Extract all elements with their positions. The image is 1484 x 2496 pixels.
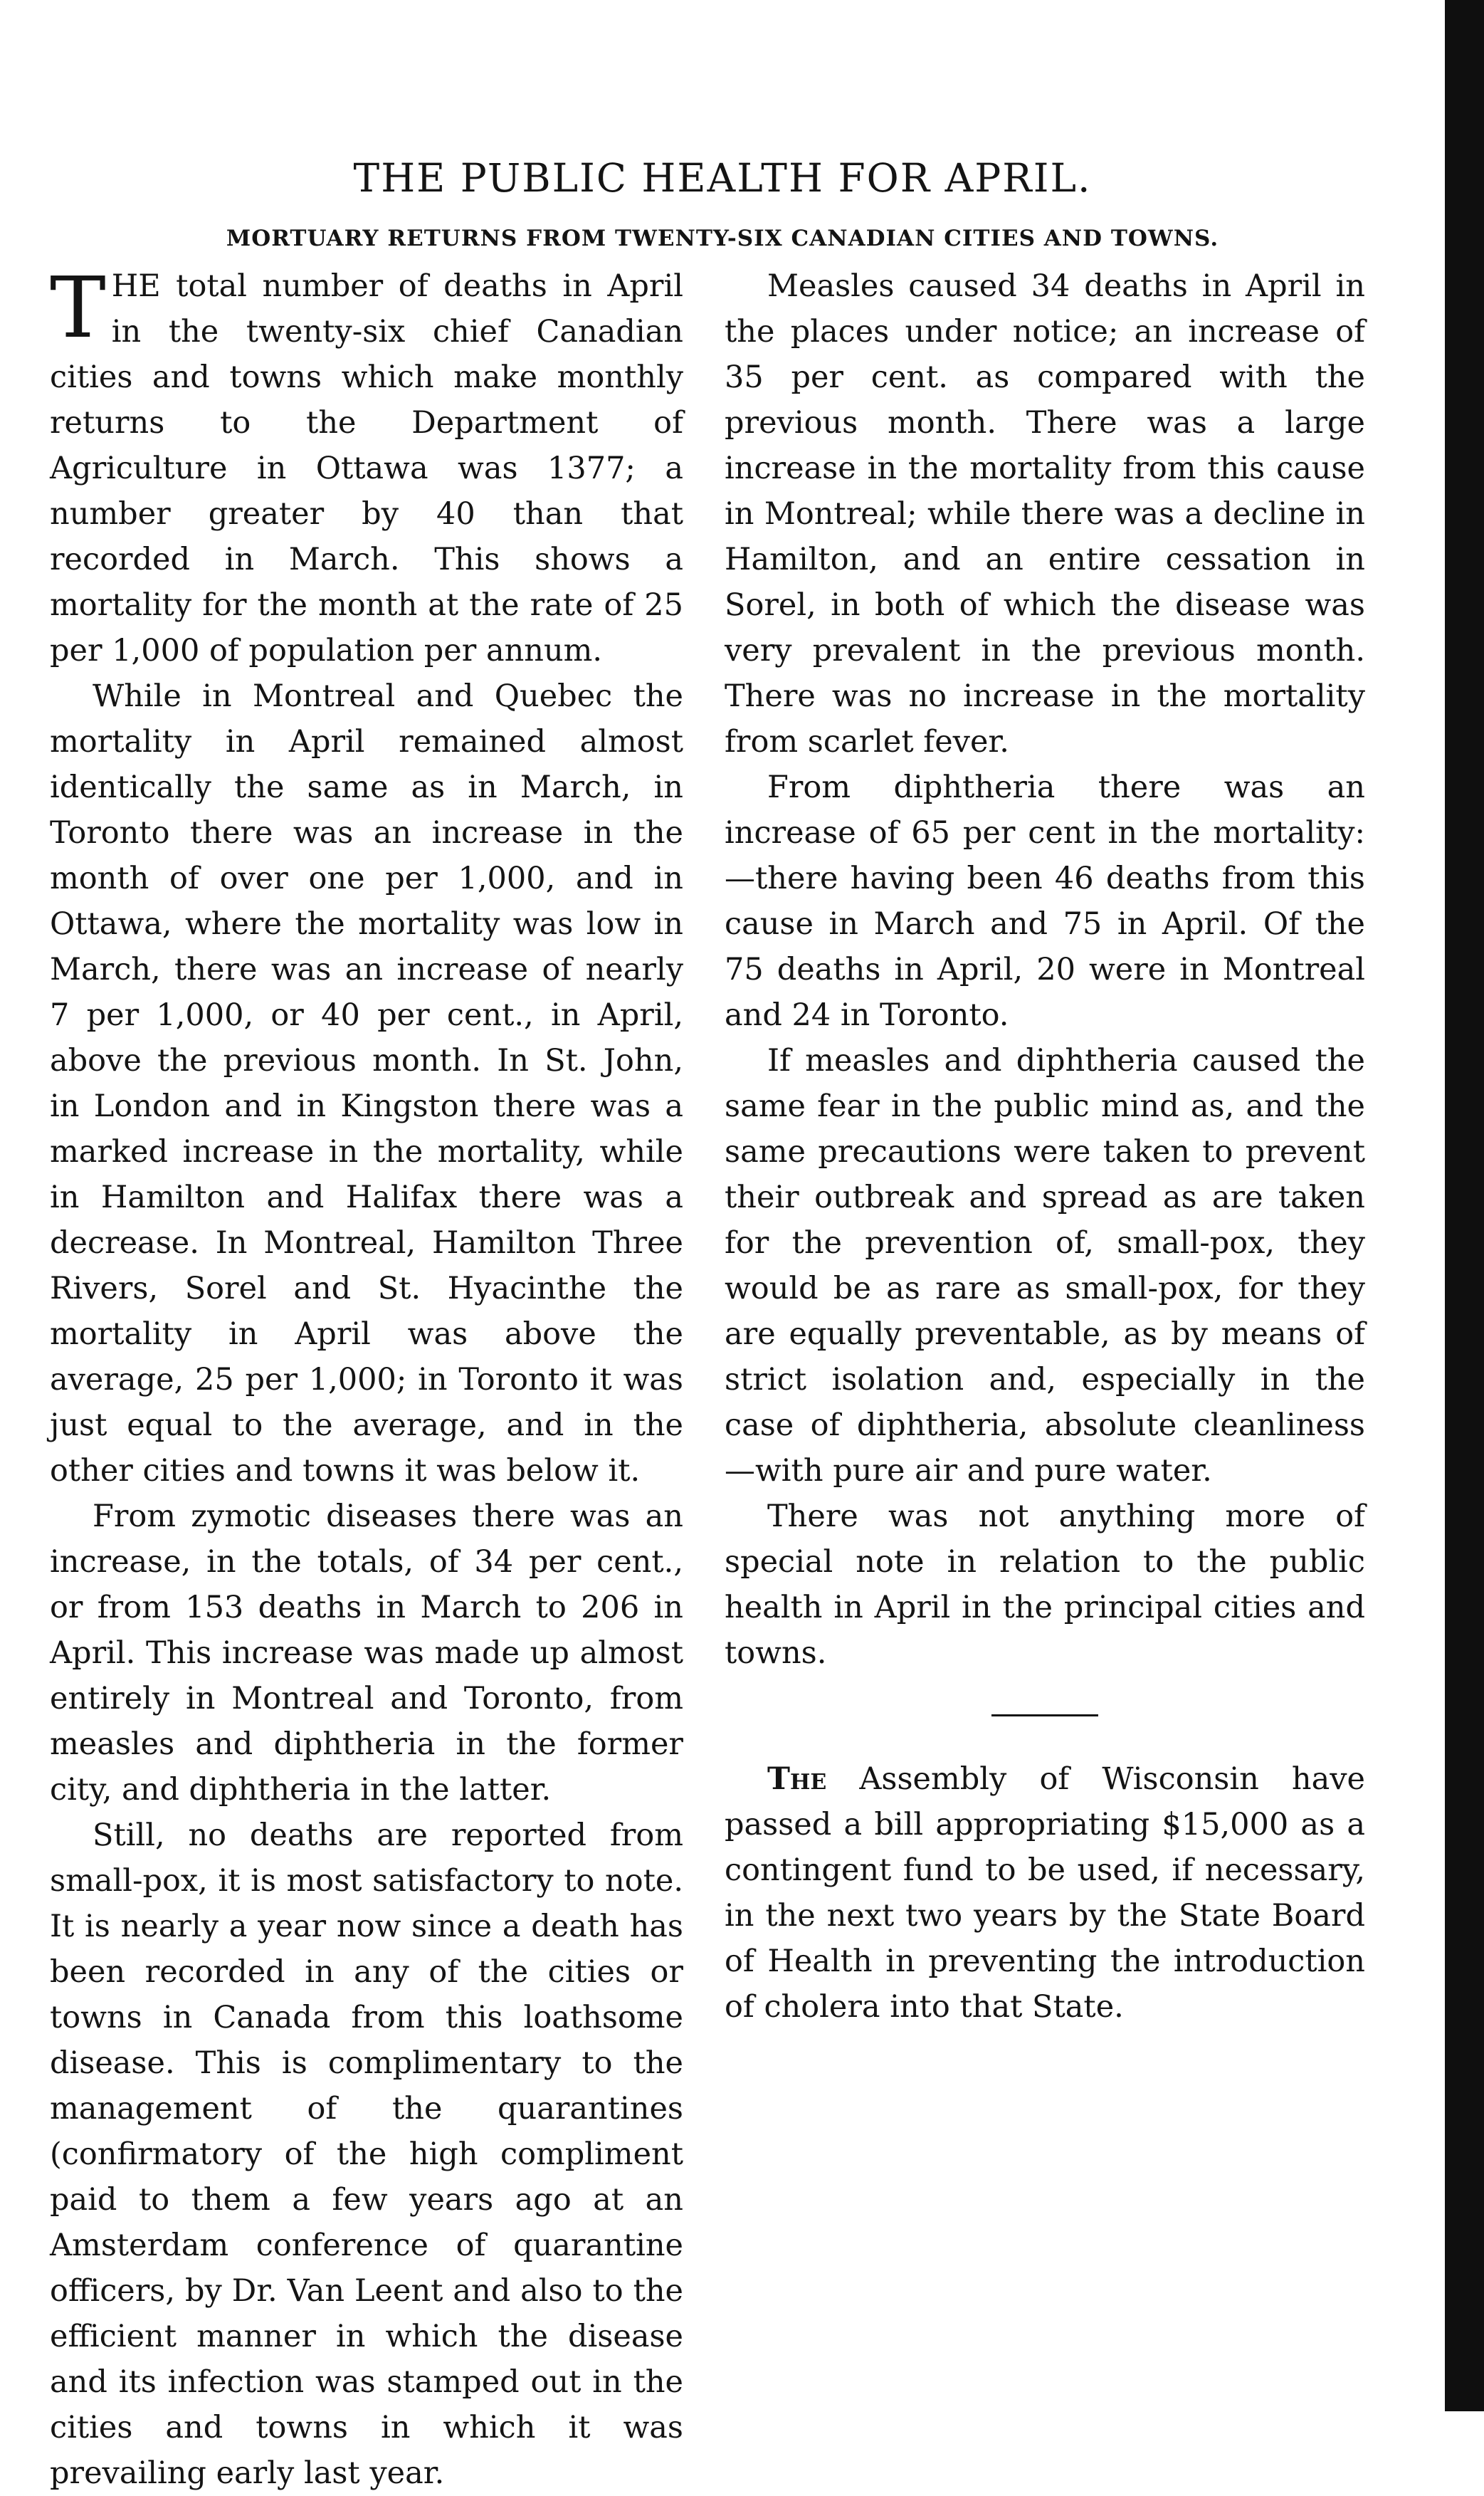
paragraph-5: Measles caused 34 deaths in April in the places under notice; an increase of 35 per cent. as compared with the previous month. There was a large increase in the mortality from this cause in Montreal; while there was a decline in Hamilton, and an entire cessation in Sorel, in both of which the disease was very prevalent in the previous month. There was no increase in the mortality from scarlet fever.	[725, 268, 1365, 760]
paragraph-4: Still, no deaths are reported from small-pox, it is most satisfactory to note. It is nearly a year now since a death has been recorded in any of the cities or towns in Canada from this loathsome disease. This is complimentary to the management of the quarantines (confirmatory of the high compliment paid to them a few years ago at an Amsterdam conference of quarantine officers, by Dr. Van Leent and also to the efficient manner in which the disease and its infection was stamped out in the cities and towns in which it was prevailing early last year.	[50, 1818, 683, 2491]
page-edge-bar	[1445, 0, 1484, 2411]
section-divider	[991, 1714, 1098, 1716]
article-subtitle: MORTUARY RETURNS FROM TWENTY-SIX CANADIAN CITIES AND TOWNS.	[226, 226, 1219, 251]
paragraph-1-text: HE total number of deaths in April in the twenty-six chief Canadian cities and towns which make monthly returns to the Department of Agriculture in Ottawa was 1377; a number greater by 40 than that recorded in March. This shows a mortality for the month at the rate of 25 per 1,000 of population per annum.	[50, 268, 683, 668]
paragraph-1	[50, 258, 683, 673]
right-column	[725, 263, 1365, 2030]
note-paragraph	[725, 1756, 1365, 2030]
left-column	[50, 258, 683, 2496]
drop-cap: T	[50, 258, 106, 357]
paragraph-3: From zymotic diseases there was an increase, in the totals, of 34 per cent., or from 153 deaths in March to 206 in April. This increase was made up almost entirely in Montreal and Toronto, from measles and diphtheria in the former city, and diphtheria in the latter.	[50, 1499, 683, 1808]
note-text: Assembly of Wisconsin have passed a bill appropriating $15,000 as a contingent fund to be used, if necessary, in the next two years by the State Board of Health in preventing the introduction of cholera into that State.	[725, 1761, 1365, 2025]
wisconsin-note	[725, 1756, 1365, 2030]
paragraph-8: There was not anything more of special note in relation to the public health in April in the principal cities and towns.	[725, 1499, 1365, 1671]
article-title: THE PUBLIC HEALTH FOR APRIL.	[353, 155, 1092, 201]
paragraph-7: If measles and diphtheria caused the same fear in the public mind as, and the same precautions were taken to prevent their outbreak and spread as are taken for the prevention of, small-pox, they would be as rare as small-pox, for they are equally preventable, as by means of strict isolation and, especially in the case of diphtheria, absolute cleanliness—with pure air and pure water.	[725, 1043, 1365, 1489]
paragraph-2: While in Montreal and Quebec the mortality in April remained almost identically the same as in March, in Toronto there was an increase in the month of over one per 1,000, and in Ottawa, where the mortality was low in March, there was an increase of nearly 7 per 1,000, or 40 per cent., in April, above the previous month. In St. John, in London and in Kingston there was a marked increase in the mortality, while in Hamilton and Halifax there was a decrease. In Montreal, Hamilton Three Rivers, Sorel and St. Hyacinthe the mortality in April was above the average, 25 per 1,000; in Toronto it was just equal to the average, and in the other cities and towns it was below it.	[50, 678, 683, 1489]
paragraph-6: From diphtheria there was an increase of 65 per cent in the mortality: —there having been 46 deaths from this cause in March and 75 in April. Of the 75 deaths in April, 20 were in Montreal and 24 in Toronto.	[725, 770, 1365, 1033]
note-lead-word: The	[767, 1761, 827, 1797]
